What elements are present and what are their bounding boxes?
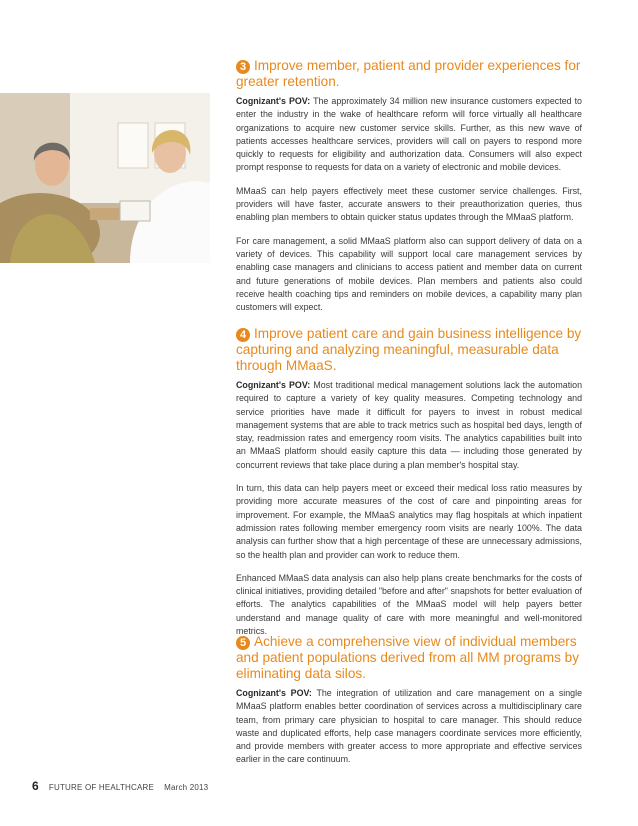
- paragraph: For care management, a solid MMaaS platform also can support delivery of data on a variety of devices. This capability will support local care management services by enabling case managers and clinicians to access patient and member data on current and future generations of mobile devices. Plan members and patients also could receive health coaching tips and reminders on mobile devices, a capability many plan customers will expect.: [236, 235, 582, 313]
- section-heading-text: Achieve a comprehensive view of individual members and patient populations derived from all MM programs by eliminating data silos.: [236, 634, 580, 681]
- section-4: [236, 326, 582, 648]
- paragraph: MMaaS can help payers effectively meet these customer service challenges. First, providers will have faster, accurate answers to their preauthorization queries, thus enabling plan members to obtain quicker status updates through the MMaaS platform.: [236, 185, 582, 223]
- section-number-badge: 3: [236, 60, 250, 74]
- section-number-badge: 4: [236, 328, 250, 342]
- paragraph: [236, 379, 582, 472]
- section-5: [236, 634, 582, 777]
- pov-label: Cognizant's POV:: [236, 688, 312, 698]
- paragraph-text: Most traditional medical management solutions lack the automation required to capture a variety of key quality measures. Competing technology and service priorities have made it difficult for payers to invest in robust medical management systems that are able to track metrics such as hospital bed days, length of stay, readmission rates and emergency room visits. The analytics capabilities built into an MMaaS platform should easily capture this data — including those generated by concurrent reviews that take place during a plan member's hospital stay.: [236, 380, 583, 470]
- section-number-badge: 5: [236, 636, 250, 650]
- publication-date: March 2013: [164, 783, 209, 792]
- paragraph: Enhanced MMaaS data analysis can also help plans create benchmarks for the costs of clinical initiatives, providing detailed "before and after" snapshots for better evaluation of efforts. The analytics capabilities of the MMaaS model will help payers better understand and manage quality of care with more meaningful and well-monitored metrics.: [236, 572, 582, 637]
- pov-label: Cognizant's POV:: [236, 380, 311, 390]
- pov-label: Cognizant's POV:: [236, 96, 311, 106]
- photo-clinician-with-patient: [0, 93, 210, 263]
- paragraph-text: The approximately 34 million new insurance customers expected to enter the industry in the wake of healthcare reform will force virtually all healthcare organizations to acquire new customer service skills. Further, as this new wave of patients accesses healthcare services, providers will call on payers to respond more quickly to requests for eligibility and authorization data. Consumers will also expect prompt response to requests for data on a variety of electronic and mobile devices.: [236, 96, 582, 173]
- section-heading-text: Improve member, patient and provider experiences for greater retention.: [236, 58, 581, 89]
- page-footer: [32, 779, 208, 793]
- publication-name: FUTURE OF HEALTHCARE: [48, 783, 155, 792]
- page-number: 6: [32, 779, 39, 793]
- photo-illustration: [0, 93, 210, 263]
- section-heading: [236, 634, 582, 682]
- section-3: [236, 58, 582, 324]
- section-heading: [236, 58, 582, 90]
- paragraph-text: The integration of utilization and care management on a single MMaaS platform enables better coordination of services across a multidisciplinary care team, from primary care physician to hospital to care manager. This should reduce waste and duplicated efforts, help case managers coordinate services more efficiently, and provide members with greater access to more appropriate and effective services earlier in the care continuum.: [236, 688, 583, 765]
- section-heading-text: Improve patient care and gain business intelligence by capturing and analyzing meaningful, measurable data through MMaaS.: [236, 326, 582, 373]
- paragraph: [236, 95, 582, 175]
- section-heading: [236, 326, 582, 374]
- paragraph: In turn, this data can help payers meet or exceed their medical loss ratio measures by providing more accurate measures of the cost of care and pinpointing areas for improvement. For example, the MMaaS analytics may flag hospitals at which inpatient admission rates following member emergency room visits are nearly 100%. The data analysis can further show that a high percentage of these are unnecessary admissions, so the health plan and provider can work to reduce them.: [236, 483, 582, 560]
- paragraph: [236, 687, 582, 767]
